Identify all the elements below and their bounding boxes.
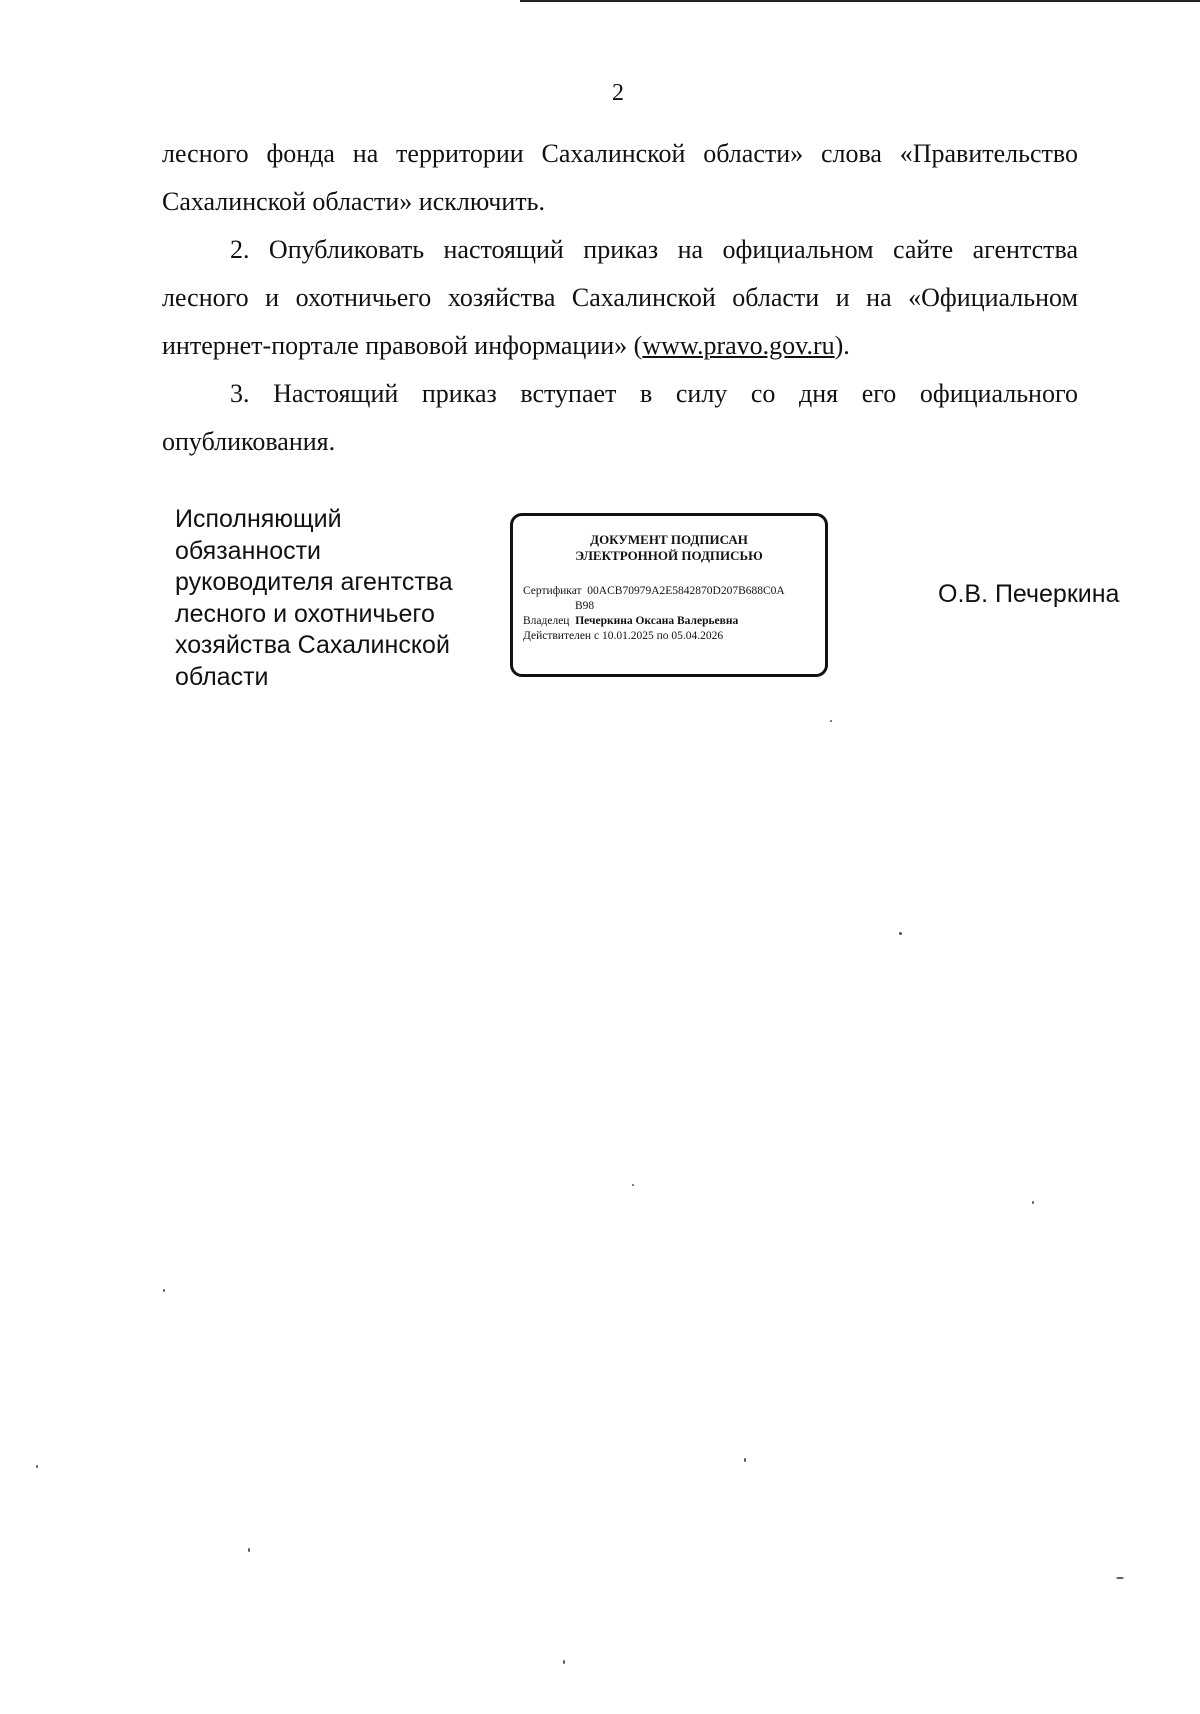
stamp-certificate-continued: B98 — [575, 600, 595, 612]
signer-position-line: руководителя агентства — [175, 568, 453, 596]
stamp-owner-label: Владелец — [523, 615, 570, 627]
stamp-title-line-2: ЭЛЕКТРОННОЙ ПОДПИСЬЮ — [575, 548, 763, 563]
scan-speck — [1116, 1577, 1124, 1579]
paragraph-1-line-2: Сахалинской области» исключить. — [162, 187, 545, 216]
document-body — [162, 130, 1078, 466]
stamp-validity: Действителен с 10.01.2025 по 05.04.2026 — [523, 630, 724, 642]
signer-position-line: Исполняющий — [175, 505, 342, 533]
paragraph-2-text: 2. Опубликовать настоящий приказ на официальном сайте агентства лесного и охотничьего хозяйства Сахалинской области и на «Официальном интернет-портале правовой информации» ( — [162, 235, 1078, 360]
signer-position-line: обязанности — [175, 536, 322, 565]
page-number: 2 — [612, 80, 624, 106]
scan-speck — [163, 1289, 165, 1292]
signer-position-line: области — [175, 662, 269, 691]
stamp-owner — [523, 614, 815, 629]
scan-speck — [1032, 1201, 1034, 1204]
signer-position-line: лесного и охотничьего — [175, 599, 435, 628]
scan-speck — [744, 1458, 746, 1462]
electronic-signature-stamp — [510, 513, 828, 677]
paragraph-2-tail: ). — [834, 331, 850, 360]
stamp-certificate — [523, 584, 815, 599]
stamp-owner-value: Печеркина Оксана Валерьевна — [575, 615, 739, 627]
scan-speck — [830, 720, 832, 722]
scan-speck — [563, 1660, 565, 1664]
signer-name: О.В. Печеркина — [938, 580, 1120, 608]
scan-speck — [899, 932, 902, 935]
stamp-title-line-1: ДОКУМЕНТ ПОДПИСАН — [590, 532, 748, 547]
paragraph-3: 3. Настоящий приказ вступает в силу со дня его официального опубликования. — [162, 379, 1078, 456]
scan-speck — [36, 1465, 38, 1468]
paragraph-1-line-1: лесного фонда на территории Сахалинской области» слова «Правительство — [162, 139, 1078, 168]
top-scan-border — [520, 0, 1200, 2]
stamp-certificate-label: Сертификат — [523, 585, 582, 597]
pravo-gov-link[interactable]: www.pravo.gov.ru — [642, 331, 835, 360]
scan-speck — [248, 1548, 250, 1552]
scan-speck — [632, 1184, 634, 1186]
paragraph-2 — [162, 226, 1078, 370]
signer-position-line: хозяйства Сахалинской — [175, 631, 450, 659]
stamp-certificate-value: 00ACB70979A2E5842870D207B688C0A — [587, 585, 785, 597]
signer-position — [175, 504, 475, 693]
